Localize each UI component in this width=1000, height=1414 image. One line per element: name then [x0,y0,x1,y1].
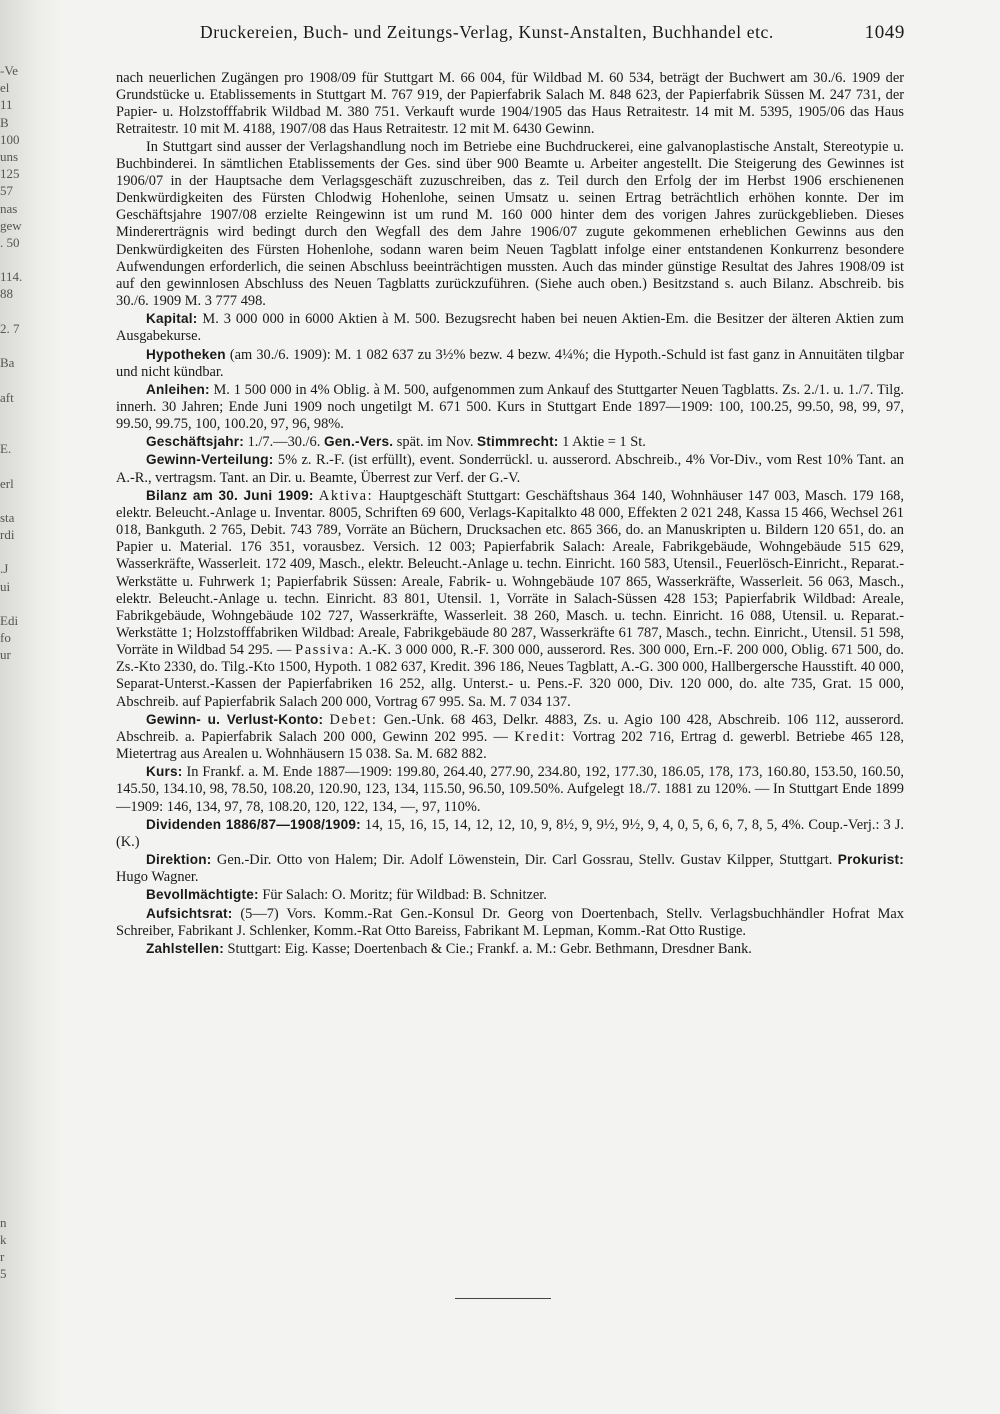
left-margin-fragments [0,62,46,1282]
guv-kredit-label: Kredit: [514,728,567,745]
margin-fragment [0,1110,46,1127]
margin-fragment: sta [0,509,15,525]
margin-fragment [0,681,46,698]
margin-fragment: k [0,1231,7,1247]
zahlstellen-text: Stuttgart: Eig. Kasse; Doertenbach & Cie.; Frankf. a. M.: Gebr. Bethmann, Dresdner Bank. [223,940,752,957]
margin-fragment [0,664,46,681]
margin-fragment: 100 [0,131,20,147]
margin-fragment [0,990,46,1007]
margin-fragment [0,543,46,560]
margin-fragment [0,939,46,956]
margin-fragment [0,457,46,474]
geschaeftsjahr-text: 1./7.—30./6. [244,434,324,451]
margin-fragment [0,715,46,732]
margin-fragment [0,1162,46,1179]
margin-fragment [0,818,46,835]
prokurist-text: Hugo Wagner. [116,869,199,886]
margin-fragment: 11 [0,97,13,113]
guv-debet-label: Debet: [329,711,378,728]
margin-fragment: 5 [0,1266,7,1282]
margin-fragment [0,1128,46,1145]
kapital-label: Kapital: [146,311,198,327]
guv-debet-text: Gen.-Unk. 68 463, Delkr. 4883, Zs. u. Agio 100 428, Abschreib. 106 112, ausserord. Abschreib. a. Papierfabrik Salach 200 000, Gewinn 202 995. — [116,711,904,745]
margin-fragment [0,595,46,612]
stimmrecht-text: 1 Aktie = 1 St. [558,434,646,451]
margin-fragment [0,1179,46,1196]
margin-fragment [0,1196,46,1213]
margin-fragment: Ba [0,355,15,371]
kurs-label: Kurs: [146,764,183,780]
main-text [116,70,904,958]
section-direktion [116,851,904,886]
aufsichtsrat-text: (5—7) Vors. Komm.-Rat Gen.-Konsul Dr. Georg von Doertenbach, Stellv. Verlagsbuchhändler Hofrat Max Schreiber, Fabrikant J. Schlenker, Komm.-Rat Otto Bareiss, Fabrikant M. Lepman, Komm.-Rat Otto Rustige. [116,905,904,939]
margin-fragment: . 50 [0,234,20,250]
margin-fragment [0,801,46,818]
section-gewinn-verlust [116,711,904,763]
section-zahlstellen [116,940,904,958]
anleihen-text: M. 1 500 000 in 4% Oblig. à M. 500, aufgenommen zum Ankauf des Stuttgarter Neuen Tagblatts. Zs. 2./1. u. 1./7. Tilg. innerh. 30 Jahren; Ende Juni 1909 noch ungetilgt M. 671 500. Kurs in Stuttgart Ende 1897—1909: 100, 100.25, 99.50, 98, 99, 97, 99.50, 99.75, 100, 100.20, 97, 96, 98%. [116,381,904,433]
margin-fragment: -Ve [0,63,19,78]
margin-fragment [0,303,46,320]
bilanz-passiva-text: A.-K. 3 000 000, R.-F. 300 000, ausserord. Res. 300 000, Ern.-F. 200 000, Oblig. 671 500, do. Zs.-Kto 2330, do. Tilg.-Kto 1500, Hypoth. 1 082 637, Kredit. 396 186, Neues Tagblatt, A.-G. 300 000, Hallbergersche Hausstift. 40 000, Separat-Unterst.-Kassen der Papierfabriken 16 252, allg. Unterst.- u. Pens.-F. 320 000, Div. 120 000, do. alte 735, Grat. 15 000, Abschreib. auf Papierfabrik Salach 200 000, Vortrag 67 995. Sa. M. 7 034 137. [116,642,904,710]
margin-fragment [0,732,46,749]
bilanz-label: Bilanz am 30. Juni 1909: [146,487,314,503]
margin-fragment: r [0,1248,5,1264]
section-bevollmaechtigte [116,886,904,904]
section-dividenden [116,816,904,851]
bilanz-passiva-label: Passiva: [295,642,356,659]
margin-fragment: rdi [0,527,15,543]
bilanz-aktiva-label: Aktiva: [318,487,374,504]
dividenden-label: Dividenden 1886/87—1908/1909: [146,816,361,832]
margin-fragment [0,956,46,973]
margin-fragment: uns [0,148,19,164]
margin-fragment: 88 [0,286,13,302]
paragraph-buchwert: nach neuerlichen Zugängen pro 1908/09 für Stuttgart M. 66 004, für Wildbad M. 60 534, beträgt der Buchwert am 30./6. 1909 der Grundstücke u. Etablissements in Stuttgart M. 767 919, der Papierfabrik Salach M. 848 623, der Papierfabrik Süssen M. 247 731, der Papier- u. Holzstofffabrik Wildbad M. 380 751. Verkauft wurde 1904/1905 das Haus Retraitestr. 14 mit M. 5395, 1905/06 das Haus Retraitestr. 10 mit M. 4188, 1907/08 das Haus Retraitestr. 12 mit M. 6430 Gewinn. [116,70,904,138]
hypotheken-text: (am 30./6. 1909): M. 1 082 637 zu 3½% bezw. 4 bezw. 4¼%; die Hypoth.-Schuld ist fast ganz in Annuitäten tilgbar und nicht kündbar. [116,346,904,380]
margin-fragment: Edi [0,613,19,628]
margin-fragment [0,337,46,354]
margin-fragment [0,1025,46,1042]
margin-fragment [0,423,46,440]
margin-fragment: E. [0,441,12,457]
section-gewinn-verteilung [116,451,904,486]
margin-fragment [0,750,46,767]
margin-fragment: 57 [0,183,13,199]
genvers-label: Gen.-Vers. [323,434,394,450]
hypotheken-label: Hypotheken [146,346,226,362]
page-number: 1049 [864,22,905,43]
kurs-text: In Frankf. a. M. Ende 1887—1909: 199.80, 264.40, 277.90, 234.80, 192, 177.30, 186.05, 178, 173, 160.80, 153.50, 160.50, 145.50, 134.10, 98, 78.50, 108.20, 120.90, 123, 134, 115.50, 96.50, 109.50%. Aufgelegt 18./7. 1881 zu 120%. — In Stuttgart Ende 1899—1909: 146, 134, 97, 78, 108.20, 120, 122, 134, —, 97, 110%. [116,764,904,815]
margin-fragment: ur [0,647,11,663]
kapital-text: M. 3 000 000 in 6000 Aktien à M. 500. Bezugsrecht haben bei neuen Aktien-Em. die Besitzer der älteren Aktien zum Ausgabekurse. [116,311,904,345]
margin-fragment [0,870,46,887]
page-header [200,22,905,48]
genvers-text: spät. im Nov. [393,434,478,451]
margin-fragment [0,835,46,852]
paragraph-betrieb: In Stuttgart sind ausser der Verlagshandlung noch im Betriebe eine Buchdruckerei, eine galvanoplastische Anstalt, Stereotypie u. Buchbinderei. In sämtlichen Etablissements der Ges. sind über 900 Beamte u. Arbeiter angestellt. Die Steigerung des Gewinnes ist 1906/07 in der Hauptsache dem Verlagsgeschäft zuzuschreiben, das z. Teil durch den Erfolg der im Herbst 1906 erschienenen Denkwürdigkeiten des Fürsten Chlodwig Hohenlohe, seinen Umsatz u. seinen Ertrag beträchtlich erhöhen konnte. Der im Geschäftsjahre 1907/08 erzielte Reingewinn ist um rund M. 160 000 hinter dem des vorigen Jahres zurückgeblieben. Dieses Mindererträgnis wird bedingt durch den Wegfall des dem Jahre 1906/07 zugute gekommenen erheblichen Gewinns aus den Denkwürdigkeiten des Fürsten Hohenlohe, sodann waren beim Neuen Tagblatt infolge einer entstandenen Konkurrenz besondere Aufwendungen erforderlich, die seinen Abschluss beeinträchtigen mussten. Auch das minder günstige Resultat des Jahres 1908/09 ist auf den gewinnlosen Abschluss des Neuen Tagblatts zurückzuführen. (Siehe auch oben.) Besitzstand s. auch Bilanz. Abschreib. bis 30./6. 1909 M. 3 777 498. [116,138,904,310]
margin-fragment [0,887,46,904]
margin-fragment: n [0,1214,7,1230]
section-aufsichtsrat [116,905,904,940]
prokurist-label: Prokurist: [837,852,904,868]
gewinn-verteilung-text: 5% z. R.-F. (ist erfüllt), event. Sonderrückl. u. ausserord. Abschreib., 4% Vor-Div., vom Rest 10% Tant. an A.-R., vertragsm. Tant. an Dir. u. Beamte, Überrest zur Verf. der G.-V. [116,452,904,486]
margin-fragment: gew [0,217,22,233]
margin-fragment: 114. [0,269,23,285]
margin-fragment [0,698,46,715]
section-bilanz [116,487,904,711]
bevollmaechtigte-text: Für Salach: O. Moritz; für Wildbad: B. Schnitzer. [258,887,547,904]
section-geschaeftsjahr [116,433,904,451]
gewinn-verteilung-label: Gewinn-Verteilung: [146,452,274,468]
dividenden-text: 14, 15, 16, 15, 14, 12, 12, 10, 9, 8½, 9, 9½, 9½, 9, 4, 0, 5, 6, 6, 7, 8, 5, 4%. Coup.-Verj.: 3 J. (K.) [116,816,905,850]
margin-fragment [0,853,46,870]
margin-fragment: .J [0,561,9,577]
direktion-label: Direktion: [146,852,212,868]
margin-fragment: fo [0,630,11,646]
direktion-text: Gen.-Dir. Otto von Halem; Dir. Adolf Löwenstein, Dir. Carl Gossrau, Stellv. Gustav Kilpper, Stuttgart. [211,852,838,869]
bevollmaechtigte-label: Bevollmächtigte: [146,887,259,903]
margin-fragment [0,767,46,784]
section-hypotheken [116,346,904,381]
margin-fragment [0,492,46,509]
end-rule [455,1298,551,1299]
zahlstellen-label: Zahlstellen: [146,940,224,956]
margin-fragment: 2. 7 [0,320,20,336]
gewinn-verlust-label: Gewinn- u. Verlust-Konto: [146,711,324,727]
aufsichtsrat-label: Aufsichtsrat: [146,905,233,921]
margin-fragment: nas [0,200,18,216]
guv-kredit-text: Vortrag 202 716, Ertrag d. gewerbl. Betriebe 465 128, Mietertrag aus Arealen u. Wohnhäusern 15 038. Sa. M. 682 882. [116,728,904,763]
margin-fragment: aft [0,389,14,405]
margin-fragment: el [0,80,10,96]
margin-fragment [0,1042,46,1059]
margin-fragment [0,371,46,388]
anleihen-label: Anleihen: [146,381,210,397]
margin-fragment [0,921,46,938]
margin-fragment [0,1007,46,1024]
margin-fragment: B [0,114,9,130]
section-kapital [116,310,904,345]
margin-fragment [0,1059,46,1076]
margin-fragment [0,406,46,423]
stimmrecht-label: Stimmrecht: [477,434,559,450]
section-kurs [116,763,904,815]
margin-fragment: erl [0,475,14,491]
bilanz-aktiva-text: Hauptgeschäft Stuttgart: Geschäftshaus 364 140, Wohnhäuser 147 003, Masch. 179 168, elektr. Beleucht.-Anlage u. Inventar. 8005, Schriften 69 600, Verlags-Kapitalkto 48 000, Effekten 2 021 248, Kassa 15 466, Wechsel 261 018, Bankguth. 2 765, Debit. 743 789, Vorräte an Büchern, Drucksachen etc. 865 366, do. an Manuskripten u. Bildern 120 651, do. an Papier u. Material. 176 351, vorausbez. Versich. 12 003; Papierfabrik Salach: Areale, Fabrikgebäude, Wohngebäude 515 629, Wasserkräfte, Wasserleit. 172 409, Masch., elektr. Beleucht.-Anlage u. techn. Einricht. 160 583, Utensil., Feuerlösch-Einricht., Reparat.-Werkstätte u. Fuhrwerk 1; Papierfabrik Süssen: Areale, Fabrik- u. Wohngebäude 107 865, Wasserkräfte, Wasserleit. 56 063, Masch., elektr. Beleucht.-Anlage u. techn. Einricht. 83 801, Utensil. 1, Vorräte in Salach-Süssen 428 153; Papierfabrik Wildbad: Areale, Fabrikgebäude, Wohngebäude 102 727, Wasserkräfte, Wasserleit. 38 260, Masch. u. techn. Einricht. 16 088, Utensil. u. Reparat.-Werkstätte 1; Holzstofffabriken Wildbad: Areale, Fabrikgebäude 80 287, Wasserkräfte 61 787, Masch., techn. Einricht., Utensil. 51 598, Vorräte in Wildbad 54 295. — [116,487,904,659]
margin-fragment [0,1076,46,1093]
margin-fragment [0,1145,46,1162]
geschaeftsjahr-label: Geschäftsjahr: [146,434,244,450]
margin-fragment [0,904,46,921]
margin-fragment [0,784,46,801]
running-title: Druckereien, Buch- und Zeitungs-Verlag, Kunst-Anstalten, Buchhandel etc. [200,22,774,42]
margin-fragment: ui [0,578,11,594]
margin-fragment [0,1093,46,1110]
margin-fragment: 125 [0,166,20,182]
section-anleihen [116,381,904,433]
margin-fragment [0,973,46,990]
margin-fragment [0,251,46,268]
